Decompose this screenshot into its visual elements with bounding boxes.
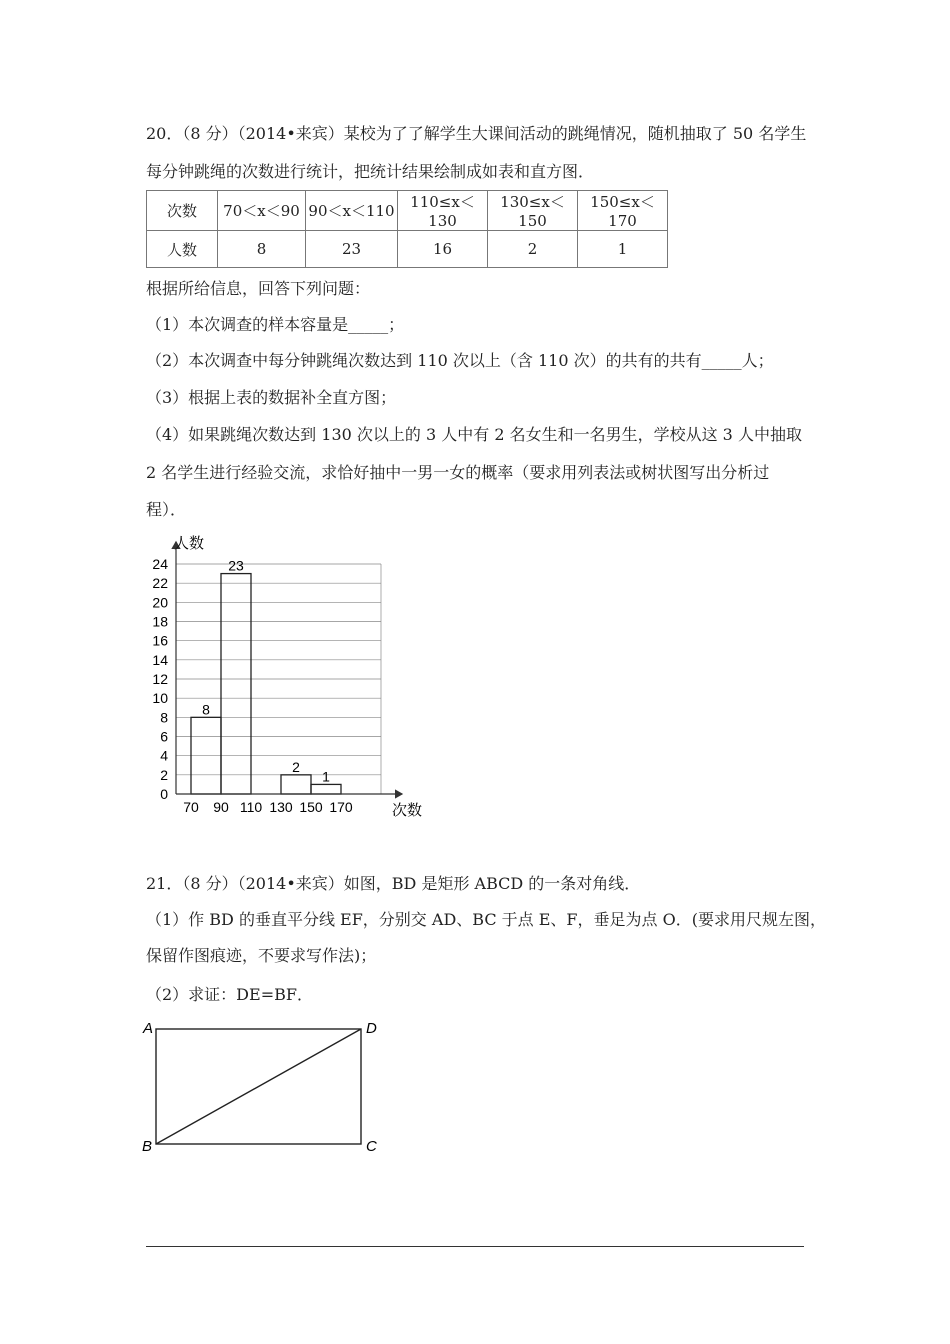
- q20-part4-end: 程）．: [146, 500, 187, 519]
- q20-part1: （1）本次调查的样本容量是_____；: [146, 315, 405, 334]
- y-tick-label: 18: [152, 613, 168, 630]
- count-cell: 2: [488, 231, 578, 268]
- bar-value-label: 2: [292, 758, 300, 775]
- y-tick-label: 12: [152, 671, 168, 687]
- q21-part1-cont: 保留作图痕迹，不要求写作法)；: [146, 946, 377, 965]
- q20-part3: （3）根据上表的数据补全直方图；: [146, 388, 397, 407]
- y-tick-label: 14: [152, 651, 168, 668]
- y-tick-label: 24: [152, 556, 168, 572]
- y-tick-label: 20: [152, 594, 168, 611]
- q20-part4: （4）如果跳绳次数达到 130 次以上的 3 人中有 2 名女生和一名男生，学校从这 3 人中抽取: [146, 425, 802, 444]
- y-tick-label: 8: [160, 709, 168, 726]
- table-row: [147, 191, 668, 231]
- x-axis-label: 次数: [392, 802, 423, 819]
- y-tick-label: 6: [160, 728, 168, 745]
- q20-part4-cont: 2 名学生进行经验交流，求恰好抽中一男一女的概率（要求用列表法或树状图写出分析过: [146, 463, 770, 482]
- count-cell: 1: [578, 231, 668, 268]
- row-label-people: 人数: [147, 231, 218, 268]
- x-tick-label: 150: [299, 799, 323, 815]
- x-tick-label: 170: [329, 799, 353, 815]
- q20-header: 20．（8 分）（2014•来宾）某校为了了解学生大课间活动的跳绳情况，随机抽取了 50 名学生: [146, 124, 807, 143]
- vertex-label-b: B: [142, 1138, 153, 1155]
- y-tick-label: 4: [160, 747, 168, 764]
- histogram: [140, 530, 440, 825]
- y-tick-label: 2: [160, 766, 168, 783]
- x-tick-label: 90: [213, 799, 229, 815]
- x-tick-label: 70: [183, 799, 199, 815]
- x-tick-label: 130: [269, 799, 293, 815]
- y-tick-label: 0: [160, 786, 168, 802]
- count-cell: 23: [306, 231, 398, 268]
- interval-cell: 130≤x＜150: [488, 191, 578, 231]
- bar-value-label: 1: [322, 768, 330, 785]
- vertex-label-a: A: [143, 1020, 154, 1037]
- bar-value-label: 8: [202, 701, 210, 718]
- bar-value-label: 23: [228, 557, 244, 574]
- q21-part1: （1）作 BD 的垂直平分线 EF，分别交 AD、BC 于点 E、F，垂足为点 O．(要求用尺规左图，: [146, 910, 826, 929]
- vertex-label-c: C: [366, 1138, 377, 1155]
- q20-intro: 根据所给信息，回答下列问题：: [146, 279, 371, 298]
- footer-divider: [146, 1246, 804, 1247]
- interval-cell: 70＜x＜90: [218, 191, 306, 231]
- histogram-bar: [281, 775, 311, 794]
- q21-header: 21．（8 分）（2014•来宾）如图，BD 是矩形 ABCD 的一条对角线．: [146, 874, 641, 893]
- interval-cell: 90＜x＜110: [306, 191, 398, 231]
- y-axis-label: 人数: [174, 535, 205, 552]
- q20-part2: （2）本次调查中每分钟跳绳次数达到 110 次以上（含 110 次）的共有的共有_____人；: [146, 351, 774, 370]
- count-cell: 8: [218, 231, 306, 268]
- y-tick-label: 16: [152, 632, 168, 649]
- q20-header-cont: 每分钟跳绳的次数进行统计，把统计结果绘制成如表和直方图．: [146, 162, 595, 181]
- x-tick-label: 110: [239, 799, 263, 815]
- interval-cell: 110≤x＜130: [398, 191, 488, 231]
- interval-cell: 150≤x＜170: [578, 191, 668, 231]
- vertex-label-d: D: [366, 1020, 377, 1037]
- table-row: [147, 231, 668, 268]
- histogram-bar: [311, 784, 341, 794]
- frequency-table: [146, 190, 668, 268]
- q21-part2: （2）求证：DE=BF．: [146, 985, 313, 1004]
- rectangle-figure: [138, 1012, 388, 1157]
- y-tick-label: 22: [152, 575, 168, 592]
- row-label-count: 次数: [147, 191, 218, 231]
- diagonal-bd: [156, 1029, 361, 1144]
- count-cell: 16: [398, 231, 488, 268]
- y-tick-label: 10: [152, 690, 168, 707]
- histogram-bar: [221, 574, 251, 794]
